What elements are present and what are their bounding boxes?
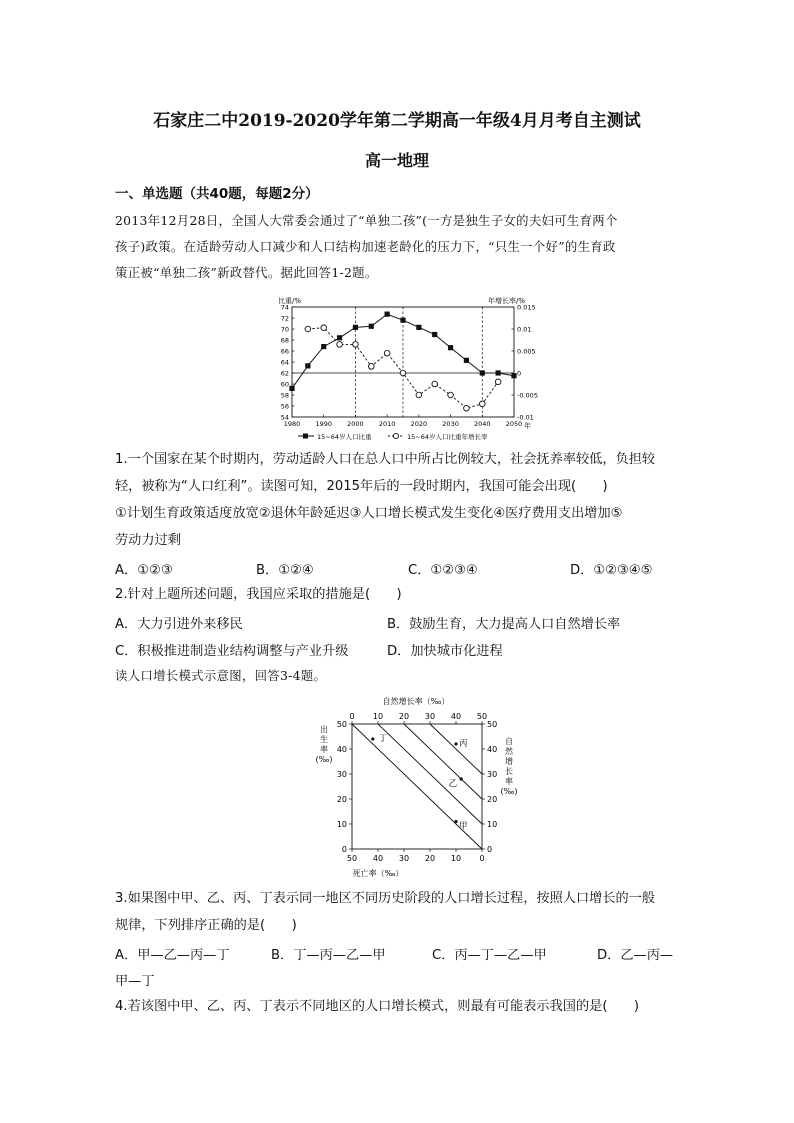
- data-point-ratio: [432, 332, 437, 337]
- left-tick-label: 56: [280, 402, 289, 411]
- q2-option-a[interactable]: A．大力引进外来移民: [115, 617, 243, 632]
- right-axis-label-char: 率: [505, 777, 513, 786]
- right-axis-unit: 年增长率/%: [488, 297, 526, 305]
- data-point-growth: [495, 379, 501, 385]
- x-tick-label: 1990: [315, 420, 332, 428]
- x-tick-label: 2010: [378, 420, 396, 428]
- left-tick-label: 54: [280, 413, 289, 422]
- left-tick-label: 64: [280, 358, 289, 367]
- left-tick-label: 62: [280, 369, 289, 378]
- intro-line: 孩子)政策。在适龄劳动人口减少和人口结构加速老龄化的压力下，“只生一个好”的生育政: [115, 239, 616, 254]
- left-axis-unit: 比重/%: [278, 297, 302, 305]
- left-tick-label: 58: [280, 391, 289, 400]
- right-axis-label-char: (‰): [500, 787, 518, 796]
- bottom-tick-label: 40: [372, 854, 384, 863]
- data-point-growth: [305, 326, 311, 332]
- data-point: [460, 777, 463, 780]
- left-tick-label: 20: [336, 794, 347, 804]
- left-tick-label: 72: [280, 314, 289, 323]
- data-point-growth: [321, 325, 327, 331]
- data-point: [371, 737, 374, 740]
- bottom-tick-label: 50: [346, 854, 358, 863]
- right-tick-label: -0.005: [517, 391, 538, 400]
- q1-option-d[interactable]: D．①②③④⑤: [570, 563, 653, 578]
- x-tick-label: 2030: [442, 420, 459, 428]
- bottom-axis-label: 死亡率（‰）: [352, 869, 404, 878]
- data-point-ratio: [480, 370, 485, 375]
- top-tick-label: 40: [450, 712, 462, 721]
- question-4-stem: 4.若该图中甲、乙、丙、丁表示不同地区的人口增长模式，则最有可能表示我国的是( ): [115, 999, 639, 1014]
- question-1-line: 1.一个国家在某个时期内，劳动适龄人口在总人口中所占比例较大，社会抚养率较低，负担较: [115, 452, 656, 467]
- natural-growth-isoline: [430, 724, 482, 774]
- top-tick-label: 50: [476, 712, 488, 721]
- bottom-tick-label: 20: [424, 854, 436, 863]
- legend-solid-label: 15~64岁人口比重: [317, 433, 372, 441]
- data-point-ratio: [416, 325, 421, 330]
- right-tick-label: 50: [487, 719, 498, 729]
- right-tick-label: 0.005: [517, 347, 536, 356]
- right-tick-label: 20: [487, 794, 498, 804]
- left-axis-label-char: (‰): [315, 755, 333, 764]
- q2-option-d[interactable]: D．加快城市化进程: [387, 644, 503, 659]
- data-point-ratio: [353, 325, 358, 330]
- left-axis-label-char: 出: [320, 725, 328, 734]
- x-axis-unit: 年: [524, 422, 531, 430]
- data-point: [454, 820, 457, 823]
- data-point-growth: [337, 342, 343, 348]
- q1-option-b[interactable]: B．①②④: [256, 563, 314, 578]
- intro-2: 读人口增长模式示意图，回答3-4题。: [115, 668, 327, 683]
- question-2-stem: 2.针对上题所述问题，我国应采取的措施是( ): [115, 587, 402, 602]
- question-3-line: 3.如果图中甲、乙、丙、丁表示同一地区不同历史阶段的人口增长过程，按照人口增长的一般: [115, 891, 656, 906]
- left-tick-label: 66: [280, 347, 289, 356]
- top-axis-label: 自然增长率（‰）: [382, 697, 450, 706]
- intro-line: 2013年12月28日，全国人大常委会通过了“单独二孩”(一方是独生子女的夫妇可生育两个: [115, 213, 618, 228]
- question-1-line: 劳动力过剩: [115, 533, 181, 548]
- top-tick-label: 30: [424, 712, 436, 721]
- x-tick-label: 2020: [410, 420, 428, 428]
- q3-option-c[interactable]: C．丙—丁—乙—甲: [432, 948, 547, 963]
- right-tick-label: -0.01: [517, 413, 534, 422]
- left-tick-label: 30: [336, 769, 347, 779]
- data-point-ratio: [400, 318, 405, 323]
- data-point-label: 乙: [448, 779, 458, 789]
- data-point-growth: [479, 401, 485, 407]
- data-point-growth: [400, 370, 406, 376]
- legend-dashed-label: 15~64岁人口比重年增长率: [407, 433, 488, 441]
- left-tick-label: 50: [336, 719, 347, 729]
- x-tick-label: 2040: [474, 420, 491, 428]
- top-tick-label: 20: [398, 712, 410, 721]
- data-point-ratio: [496, 370, 501, 375]
- right-tick-label: 0: [487, 844, 493, 854]
- top-tick-label: 0: [349, 712, 355, 721]
- data-point-ratio: [321, 344, 326, 349]
- left-tick-label: 68: [280, 336, 289, 345]
- page-title: 石家庄二中2019-2020学年第二学期高一年级4月月考自主测试: [153, 111, 641, 131]
- right-axis-label-char: 然: [505, 747, 513, 756]
- left-axis-label-char: 生: [320, 735, 328, 744]
- data-point-ratio: [385, 312, 390, 317]
- left-tick-label: 70: [280, 325, 289, 334]
- data-point-label: 丙: [459, 739, 468, 749]
- data-point-ratio: [289, 386, 294, 391]
- natural-growth-isoline: [404, 724, 482, 799]
- question-1-line: ①计划生育政策适度放宽②退休年龄延迟③人口增长模式发生变化④医疗费用支出增加⑤: [115, 506, 623, 521]
- x-tick-label: 1980: [283, 420, 301, 428]
- data-point-ratio: [369, 324, 374, 329]
- q1-option-a[interactable]: A．①②③: [115, 563, 173, 578]
- left-tick-label: 60: [280, 380, 289, 389]
- q3-option-d-continued: 甲—丁: [115, 974, 155, 989]
- data-point-growth: [416, 392, 422, 398]
- data-point-label: 丁: [378, 734, 388, 744]
- data-point-ratio: [337, 335, 342, 340]
- data-point-growth: [384, 350, 390, 356]
- right-tick-label: 40: [487, 744, 498, 754]
- right-axis-label-char: 长: [505, 767, 513, 776]
- data-point-ratio: [511, 373, 516, 378]
- data-point-ratio: [448, 345, 453, 350]
- data-point-growth: [464, 405, 470, 411]
- page-subtitle: 高一地理: [364, 151, 429, 170]
- left-tick-label: 10: [336, 819, 347, 829]
- right-tick-label: 0.01: [517, 325, 532, 334]
- top-tick-label: 10: [372, 712, 384, 721]
- left-tick-label: 74: [280, 303, 289, 312]
- population-growth-model-chart: [312, 692, 522, 882]
- data-point: [454, 742, 457, 745]
- q3-option-a[interactable]: A．甲—乙—丙—丁: [115, 948, 230, 963]
- right-tick-label: 0.015: [517, 303, 536, 312]
- x-tick-label: 2000: [347, 420, 364, 428]
- right-tick-label: 10: [487, 819, 498, 829]
- data-point-ratio: [464, 358, 469, 363]
- x-tick-label: 2050: [505, 420, 523, 428]
- population-ratio-chart: [270, 292, 538, 442]
- right-axis-label-char: 自: [505, 737, 513, 746]
- bottom-tick-label: 30: [398, 854, 410, 863]
- right-axis-label-char: 增: [505, 757, 513, 766]
- section-heading: 一、单选题（共40题，每题2分）: [115, 186, 319, 202]
- data-point-label: 甲: [459, 821, 468, 832]
- right-tick-label: 0: [517, 369, 522, 378]
- question-1-line: 轻，被称为“人口红利”。读图可知，2015年后的一段时期内，我国可能会出现( ): [115, 479, 608, 494]
- question-3-line: 规律，下列排序正确的是( ): [115, 918, 297, 933]
- left-tick-label: 40: [336, 744, 347, 754]
- data-point-ratio: [305, 363, 310, 368]
- q2-option-c[interactable]: C．积极推进制造业结构调整与产业升级: [115, 644, 349, 659]
- bottom-tick-label: 10: [450, 854, 462, 863]
- q3-option-b[interactable]: B．丁—丙—乙—甲: [271, 948, 386, 963]
- left-tick-label: 0: [341, 844, 347, 854]
- right-tick-label: 30: [487, 769, 498, 779]
- bottom-tick-label: 0: [479, 854, 485, 863]
- legend: [298, 432, 488, 441]
- data-point-growth: [432, 381, 438, 387]
- data-point-growth: [368, 364, 374, 370]
- q3-option-d[interactable]: D．乙—丙—: [597, 948, 674, 963]
- data-point-growth: [353, 342, 359, 348]
- intro-line: 策正被“单独二孩”新政替代。据此回答1-2题。: [115, 265, 378, 280]
- data-point-growth: [448, 392, 454, 398]
- left-axis-label-char: 率: [320, 745, 328, 754]
- q2-option-b[interactable]: B．鼓励生育，大力提高人口自然增长率: [387, 617, 621, 632]
- q1-option-c[interactable]: C．①②③④: [408, 563, 478, 578]
